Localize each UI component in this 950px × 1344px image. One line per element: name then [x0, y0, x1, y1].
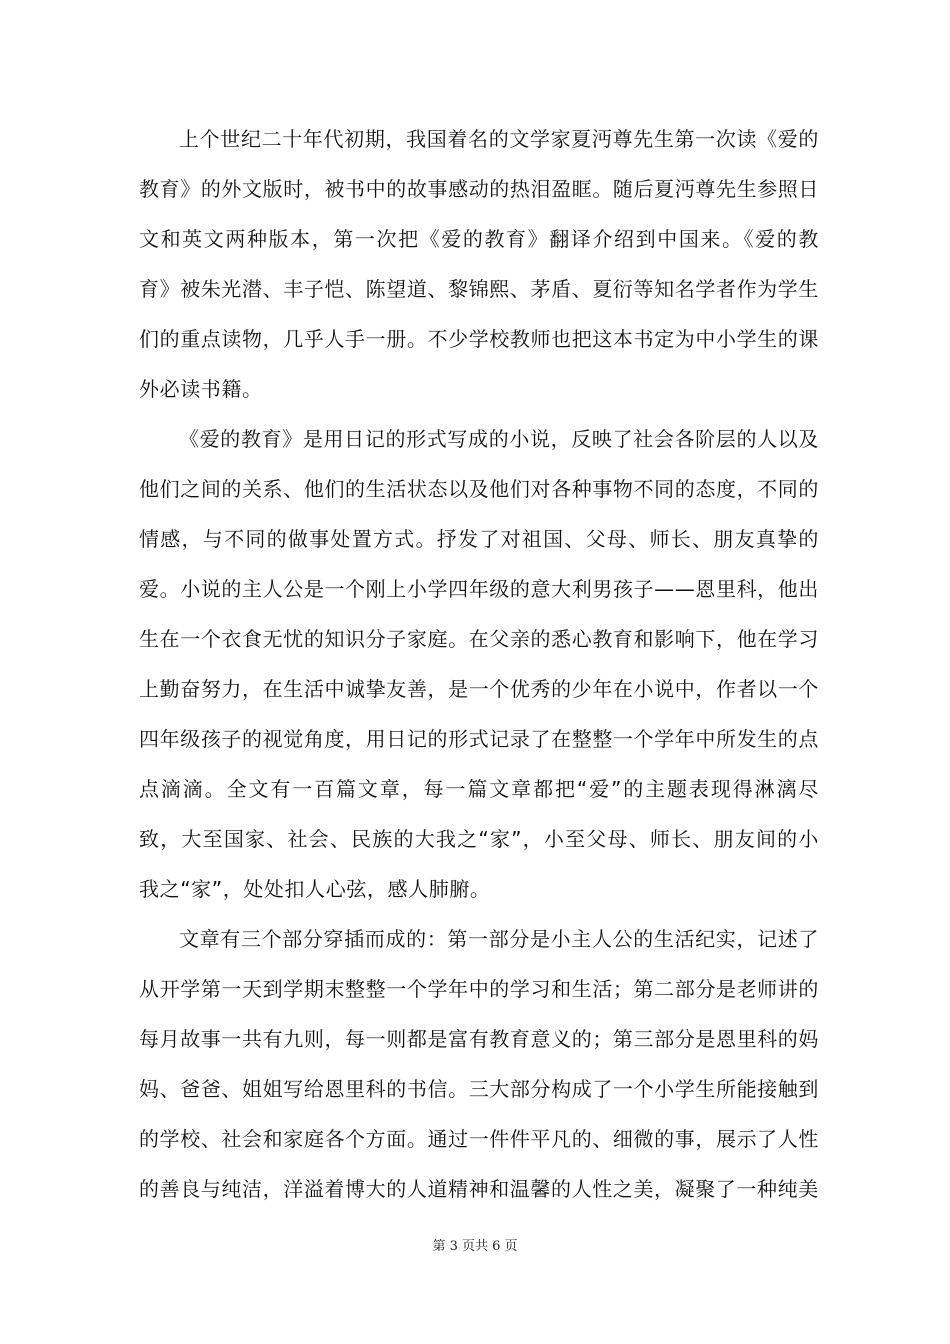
paragraph-2: 《爱的教育》是用日记的形式写成的小说，反映了社会各阶层的人以及他们之间的关系、他们的生活状态以及他们对各种事物不同的态度，不同的情感，与不同的做事处置方式。抒发了对祖国、父母、师长、朋友真挚的爱。小说的主人公是一个刚上小学四年级的意大利男孩子——恩里科，他出生在一个衣食无忧的知识分子家庭。在父亲的悉心教育和影响下，他在学习上勤奋努力，在生活中诚挚友善，是一个优秀的少年在小说中，作者以一个四年级孩子的视觉角度，用日记的形式记录了在整整一个学年中所发生的点点滴滴。全文有一百篇文章，每一篇文章都把“爱”的主题表现得淋漓尽致，大至国家、社会、民族的大我之“家”，小至父母、师长、朋友间的小我之“家”，处处扣人心弦，感人肺腑。	[139, 427, 819, 901]
paragraph-1: 上个世纪二十年代初期，我国着名的文学家夏沔尊先生第一次读《爱的教育》的外文版时，被书中的故事感动的热泪盈眶。随后夏沔尊先生参照日文和英文两种版本，第一次把《爱的教育》翻译介绍到中国来。《爱的教育》被朱光潜、丰子恺、陈望道、黎锦熙、茅盾、夏衍等知名学者作为学生们的重点读物，几乎人手一册。不少学校教师也把这本书定为中小学生的课外必读书籍。	[139, 127, 819, 401]
page-footer: 第 3 页共 6 页	[432, 1239, 518, 1254]
paragraph-3: 文章有三个部分穿插而成的：第一部分是小主人公的生活纪实，记述了从开学第一天到学期末整整一个学年中的学习和生活；第二部分是老师讲的每月故事一共有九则，每一则都是富有教育意义的；第三部分是恩里科的妈妈、爸爸、姐姐写给恩里科的书信。三大部分构成了一个小学生所能接触到的学校、社会和家庭各个方面。通过一件件平凡的、细微的事，展示了人性的善良与纯洁，洋溢着博大的人道精神和温馨的人性之美，凝聚了一种纯美	[139, 927, 819, 1201]
document-body	[139, 114, 819, 1214]
